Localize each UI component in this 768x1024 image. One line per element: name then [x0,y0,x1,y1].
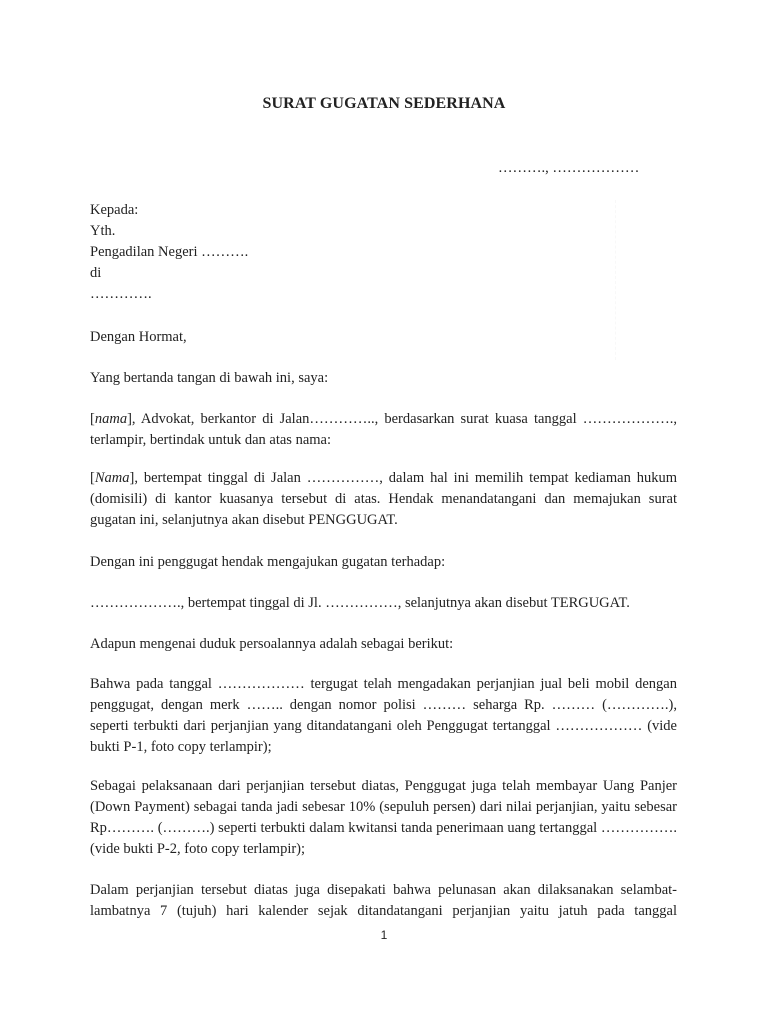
recipient-kepada: Kepada: [90,202,139,218]
place-date: ………., ……………… [498,160,640,176]
recipient-court: Pengadilan Negeri ………. [90,244,249,260]
name-placeholder: Nama [94,470,130,486]
greeting: Dengan Hormat, [90,329,187,345]
name-placeholder: nama [94,411,128,427]
watermark-trace [615,200,726,360]
defendant-line: ………………., bertempat tinggal di Jl. ……………, selanjutnya akan disebut TERGUGAT. [90,595,630,611]
recipient-di: di [90,265,102,281]
plaintiff-paragraph: [Nama], bertempat tinggal di Jalan ……………, dalam hal ini memilih tempat kediaman hukum (domisili) di kantor kuasanya tersebut di atas. Hendak menandatangani dan memajukan surat gugatan ini, selanjutnya akan disebut PENGGUGAT. [90,470,677,528]
page-number: 1 [380,928,388,942]
paragraph-3: Dalam perjanjian tersebut diatas juga disepakati bahwa pelunasan akan dilaksanakan selambat-lambatnya 7 (tujuh) hari kalender sejak ditandatangani perjanjian yaitu jatuh pada tanggal [90,882,677,919]
document-title: SURAT GUGATAN SEDERHANA [262,95,506,112]
against-intro: Dengan ini penggugat hendak mengajukan gugatan terhadap: [90,554,446,570]
paragraph-1: Bahwa pada tanggal ……………… tergugat telah mengadakan perjanjian jual beli mobil dengan penggugat, dengan merk …….. dengan nomor polisi ……… seharga Rp. ……… (………….), seperti terbukti dari perjanjian yang ditandatangani oleh Penggugat tertanggal ……………… (vide bukti P-1, foto copy terlampir); [90,676,677,755]
advocate-paragraph: [nama], Advokat, berkantor di Jalan………….., berdasarkan surat kuasa tanggal ………………., terlampir, bertindak untuk dan atas nama: [90,411,677,448]
paragraph-2: Sebagai pelaksanaan dari perjanjian tersebut diatas, Penggugat juga telah membayar Uang Panjer (Down Payment) sebagai tanda jadi sebesar 10% (sepuluh persen) dari nilai perjanjian, yaitu sebesar Rp………. (……….) seperti terbukti dalam kwitansi tanda penerimaan uang tertanggal ……………. (vide bukti P-2, foto copy terlampir); [90,778,677,857]
case-intro: Adapun mengenai duduk persoalannya adalah sebagai berikut: [90,636,454,652]
recipient-location: …………. [90,286,152,302]
intro-line: Yang bertanda tangan di bawah ini, saya: [90,370,329,386]
recipient-yth: Yth. [90,223,116,239]
